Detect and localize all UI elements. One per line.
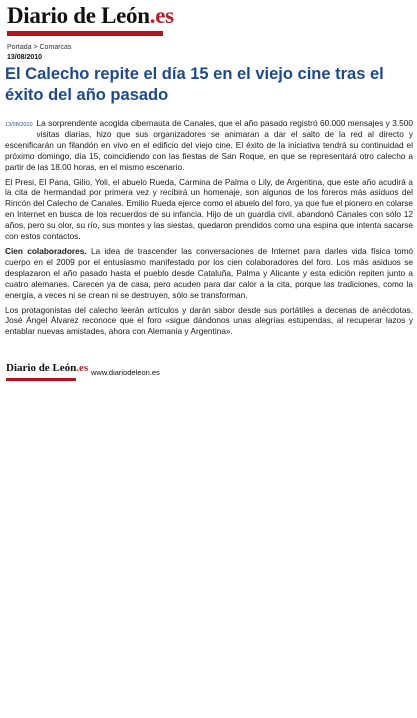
paragraph-2: El Presi, El Pana, Gilio, Yoli, el abuelo Rueda, Carmina de Palma o Lily, de Argentina, que este año acudirá a la cita de hermandad por primera vez y recibirá un homenaje, son algunos de los foreros más asiduos del Rincón del Calecho de Canales. Emilio Rueda ejerce como el abuelo del foro, ya que fue el pionero en colarse en Internet en busca de los recuerdos de su infancia. Hijo de un guardia civil, abandonó Canales con sólo 12 años, pero su olor, su río, sus montes y las siestas, quedaron prendidos como una espina que intenta sacarse con estos contactos. [5,176,413,242]
publication-date: 13/08/2010 [7,54,43,61]
paragraph-1-text: La sorprendente acogida cibernauta de Canales, que el año pasado registró 60.000 mensajes y 3.500 visitas diarias, hizo que sus organizadores se animaran a dar el salto de la red al directo y escenificarán un filandón en vivo en el edificio del viejo cine. El éxito de la iniciativa tendrá su continuidad el próximo domingo, día 15, coincidiendo con las fiestas de San Roque, en que se representará otro calecho a partir de las 18.00 horas, en el mismo escenario. [5,118,413,172]
section-lead: Cien colaboradores. [5,245,87,256]
breadcrumb[interactable]: Portada > Comarcas [7,44,72,51]
footer-logo-name: Diario de León [6,362,77,374]
paragraph-3 [5,246,413,301]
inline-date: 13/08/2010 [5,122,33,128]
paragraph-1 [5,118,413,173]
logo-tld: .es [149,3,174,28]
footer-url[interactable]: www.diariodeleon.es [91,368,160,377]
footer-logo-tld: .es [76,362,89,374]
logo-name: Diario de León [7,3,150,28]
paragraph-4: Los protagonistas del calecho leerán artículos y darán sabor desde sus portátiles a decenas de anécdotas. José Ángel Álvarez reconoce que el foro «sigue dándonos unas alegrías estupendas, al recuperar lazos y entablar nuevas amistades, ahora con Alemania y Argentina». [5,304,413,337]
article-title: El Calecho repite el día 15 en el viejo cine tras el éxito del año pasado [5,65,384,104]
paragraph-3-text: La idea de trascender las conversaciones de Internet para darles vida física tomó cuerpo en el 2009 por el entusiasmo manifestado por los cien colaboradores del foro. Los más asiduos se desplazaron el año pasado hasta el pueblo desde Cataluña, Palma y Alicante y esta edición repiten junto a cuatro alemanes. Carecen ya de casa, pero acuden para dar calor a la cita, porque las tradiciones, como la energía, a veces ni se crean ni se destruyen, sólo se transforman. [5,245,413,300]
site-logo[interactable] [7,3,174,31]
logo-underline [7,31,163,36]
article-body [5,118,413,341]
footer-logo[interactable] [6,362,89,381]
